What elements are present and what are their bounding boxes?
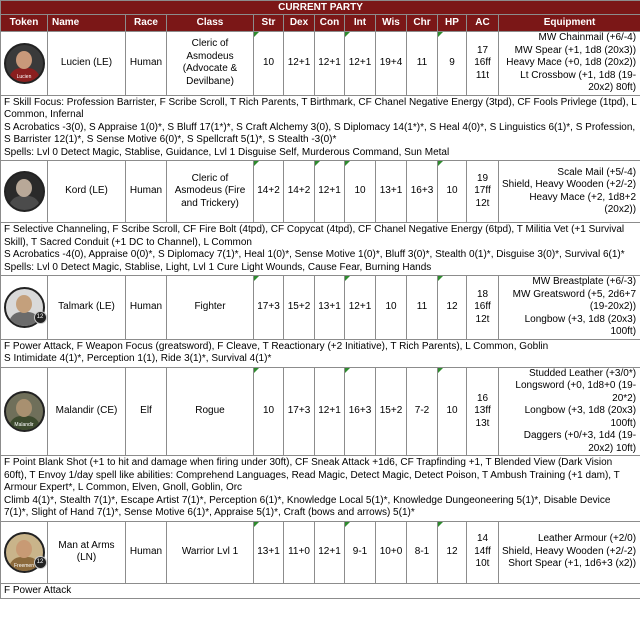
token-cell — [1, 521, 48, 583]
ac-value: 13t — [475, 417, 490, 429]
note-line: S Intimidate 4(1)*, Perception 1(1), Ride 3(1)*, Survival 4(1)* — [4, 353, 272, 364]
stat-chr: 7-2 — [407, 367, 438, 456]
note-line: F Power Attack, F Weapon Focus (greatsword), F Cleave, T Reactionary (+2 Initiative), T Rich Parents), L Common, Goblin — [4, 340, 549, 352]
stat-wis: 19+4 — [376, 32, 407, 96]
stat-con: 12+1 — [315, 521, 345, 583]
equipment-cell — [499, 161, 640, 223]
ac-value: 18 — [476, 288, 489, 300]
note-line: Climb 4(1)*, Stealth 7(1)*, Escape Artist 7(1)*, Perception 6(1)*, Knowledge Local 5(1)*, Knowledge Dungeoneering 5(1)*, Disable Device 7(1)*, Slight of Hand 7(1)*, Sense Motive 6(1)*, Appraise 5(1)*, Craft (bows and arrows) 5(1)* — [4, 494, 611, 518]
equipment-item: Studded Leather (+3/0*) — [529, 367, 637, 379]
column-header: Token — [1, 15, 48, 32]
character-row — [1, 276, 640, 340]
character-row — [1, 161, 640, 223]
column-header: Name — [48, 15, 126, 32]
note-line: S Acrobatics -4(0), Appraise 0(0)*, S Diplomacy 7(1)*, Heal 1(0)*, Sense Motive 1(0)*, Bluff 3(0)*, Stealth 0(1)*, Disguise 3(0)*, Survival 6(1)* — [4, 249, 625, 260]
equipment-item: Heavy Mace (+2, 1d8+2 (20x2)) — [529, 191, 637, 215]
stat-int: 12+1 — [345, 276, 376, 340]
equipment-item: Shield, Heavy Wooden (+2/-2) — [501, 545, 637, 557]
character-token-portrait — [4, 43, 45, 84]
party-body — [1, 32, 640, 599]
equipment-cell — [499, 32, 640, 96]
stat-chr: 11 — [407, 276, 438, 340]
ac-value: 10t — [475, 558, 490, 570]
equipment-item: Scale Mail (+5/-4) — [557, 166, 637, 178]
stat-chr: 8-1 — [407, 521, 438, 583]
column-header: HP — [438, 15, 467, 32]
column-header: Int — [345, 15, 376, 32]
character-class: Warrior Lvl 1 — [167, 521, 254, 583]
token-level-badge: 12 — [34, 556, 47, 569]
token-label: Freemen — [13, 562, 34, 569]
character-notes-row — [1, 223, 640, 276]
ac-value: 19 — [476, 172, 489, 184]
stat-hp: 12 — [438, 276, 467, 340]
stat-hp: 10 — [438, 367, 467, 456]
character-race: Human — [126, 32, 167, 96]
character-name: Lucien (LE) — [48, 32, 126, 96]
stat-dex: 14+2 — [284, 161, 315, 223]
equipment-item: Longbow (+3, 1d8 (20x3) 100ft) — [524, 405, 637, 429]
character-class: Cleric of Asmodeus (Advocate & Devilbane) — [167, 32, 254, 96]
stat-str: 17+3 — [254, 276, 284, 340]
equipment-item: Longsword (+0, 1d8+0 (19-20*2) — [515, 380, 637, 404]
equipment-cell — [499, 521, 640, 583]
character-notes — [1, 456, 640, 522]
character-class: Fighter — [167, 276, 254, 340]
equipment-item: Leather Armour (+2/0) — [537, 533, 637, 545]
token-level-badge: 12 — [34, 311, 47, 324]
column-header: Equipment — [499, 15, 640, 32]
stat-chr: 16+3 — [407, 161, 438, 223]
equipment-item: Daggers (+0/+3, 1d4 (19-20x2) 10ft) — [523, 430, 637, 454]
character-name: Malandir (CE) — [48, 367, 126, 456]
note-line: S Acrobatics -3(0), S Appraise 1(0)*, S Bluff 17(1*)*, S Craft Alchemy 3(0), S Diplomacy 14(1*)*, S Heal 4(0)*, S Linguistics 6(1)*, S Profession, S Barrister 12(1)*, S Sense Motive 6(0)*, S Spellcraft 5(1)*, S Stealth -3(0)* — [4, 121, 636, 145]
character-notes — [1, 339, 640, 367]
note-line: Spells: Lvl 0 Detect Magic, Stablise, Guidance, Lvl 1 Disguise Self, Murderous Command, Sun Metal — [4, 146, 450, 158]
stat-dex: 15+2 — [284, 276, 315, 340]
stat-wis: 10+0 — [376, 521, 407, 583]
ac-value: 16 — [476, 392, 489, 404]
column-header: Chr — [407, 15, 438, 32]
stat-int: 9-1 — [345, 521, 376, 583]
character-class: Cleric of Asmodeus (Fire and Trickery) — [167, 161, 254, 223]
stat-ac — [467, 367, 499, 456]
equipment-item: Longbow (+3, 1d8 (20x3) 100ft) — [524, 313, 637, 337]
equipment-item: MW Greatsword (+5, 2d6+7 (19-20x2)) — [512, 288, 637, 312]
character-race: Elf — [126, 367, 167, 456]
stat-str: 14+2 — [254, 161, 284, 223]
ac-value: 13ff — [474, 405, 491, 416]
equipment-item: Shield, Heavy Wooden (+2/-2) — [501, 179, 637, 190]
character-token-portrait — [4, 171, 45, 212]
character-row — [1, 521, 640, 583]
token-label: Malandir — [14, 421, 34, 428]
equipment-item: Lt Crossbow (+1, 1d8 (19-20x2) 80ft) — [520, 69, 637, 93]
column-header: Con — [315, 15, 345, 32]
character-name: Man at Arms (LN) — [48, 521, 126, 583]
column-header: Race — [126, 15, 167, 32]
stat-int: 16+3 — [345, 367, 376, 456]
equipment-item: Short Spear (+1, 1d6+3 (x2)) — [508, 558, 637, 570]
character-race: Human — [126, 276, 167, 340]
stat-int: 10 — [345, 161, 376, 223]
stat-con: 13+1 — [315, 276, 345, 340]
character-notes — [1, 95, 640, 161]
equipment-item: MW Chainmail (+6/-4) — [538, 32, 637, 43]
note-line: F Selective Channeling, F Scribe Scroll, CF Fire Bolt (4tpd), CF Copycat (4tpd), CF Chanel Negative Energy (6tpd), T Militia Vet (+1 Survival Skill), T Sacred Conduit (+1 DC to Channel), L Common — [4, 224, 625, 248]
table-title: CURRENT PARTY — [1, 1, 640, 15]
stat-ac — [467, 32, 499, 96]
stat-wis: 10 — [376, 276, 407, 340]
ac-value: 16ff — [474, 57, 491, 68]
character-name: Talmark (LE) — [48, 276, 126, 340]
character-notes-row — [1, 339, 640, 367]
stat-ac — [467, 276, 499, 340]
stat-wis: 15+2 — [376, 367, 407, 456]
equipment-item: MW Spear (+1, 1d8 (20x3)) — [514, 44, 637, 56]
column-header: Str — [254, 15, 284, 32]
note-line: F Point Blank Shot (+1 to hit and damage when firing under 30ft), CF Sneak Attack +1d6, CF Trapfinding +1, T Blended View (Dark Vision 60ft), T Envoy 1/day spell like abilities: Comprehend Languages, Read Magic, Detect Magic, Detect Poison, T Ambush Training (+1 dam), T Armour Expert*, L Common, Elven, Gnoll, Goblin, Orc — [4, 457, 620, 493]
stat-dex: 11+0 — [284, 521, 315, 583]
stat-ac — [467, 521, 499, 583]
stat-int: 12+1 — [345, 32, 376, 96]
ac-value: 12t — [475, 313, 490, 325]
character-class: Rogue — [167, 367, 254, 456]
character-name: Kord (LE) — [48, 161, 126, 223]
stat-wis: 13+1 — [376, 161, 407, 223]
token-label: Lucien — [16, 73, 32, 80]
token-cell — [1, 32, 48, 96]
note-line: F Power Attack — [4, 584, 72, 596]
token-cell — [1, 276, 48, 340]
column-header: Wis — [376, 15, 407, 32]
ac-value: 17ff — [474, 185, 491, 197]
character-race: Human — [126, 161, 167, 223]
equipment-item: MW Breastplate (+6/-3) — [532, 276, 637, 287]
note-line: F Skill Focus: Profession Barrister, F Scribe Scroll, T Rich Parents, T Birthmark, CF Chanel Negative Energy (3tpd), CF Fools Privlege (1tpd), L Common, Infernal — [4, 96, 637, 120]
stat-str: 10 — [254, 367, 284, 456]
ac-value: 17 — [476, 44, 489, 56]
note-line: Spells: Lvl 0 Detect Magic, Stablise, Light, Lvl 1 Cure Light Wounds, Cause Fear, Burning Hands — [4, 261, 432, 273]
column-header: Class — [167, 15, 254, 32]
header-row — [1, 15, 640, 32]
token-cell — [1, 161, 48, 223]
ac-value: 14ff — [474, 545, 491, 557]
column-header: AC — [467, 15, 499, 32]
stat-str: 13+1 — [254, 521, 284, 583]
column-header: Dex — [284, 15, 315, 32]
stat-dex: 17+3 — [284, 367, 315, 456]
ac-value: 16ff — [474, 301, 491, 312]
stat-hp: 10 — [438, 161, 467, 223]
stat-con: 12+1 — [315, 367, 345, 456]
equipment-item: Heavy Mace (+0, 1d8 (20x2)) — [506, 57, 637, 68]
stat-ac — [467, 161, 499, 223]
token-cell — [1, 367, 48, 456]
stat-dex: 12+1 — [284, 32, 315, 96]
stat-hp: 12 — [438, 521, 467, 583]
character-notes — [1, 583, 640, 599]
equipment-cell — [499, 276, 640, 340]
character-notes-row — [1, 456, 640, 522]
equipment-cell — [499, 367, 640, 456]
character-token-portrait — [4, 391, 45, 432]
stat-chr: 11 — [407, 32, 438, 96]
ac-value: 11t — [475, 69, 490, 81]
stat-con: 12+1 — [315, 161, 345, 223]
character-row — [1, 367, 640, 456]
character-notes-row — [1, 583, 640, 599]
character-notes — [1, 223, 640, 276]
stat-con: 12+1 — [315, 32, 345, 96]
ac-value: 12t — [475, 197, 490, 209]
character-row — [1, 32, 640, 96]
stat-str: 10 — [254, 32, 284, 96]
stat-hp: 9 — [438, 32, 467, 96]
character-notes-row — [1, 95, 640, 161]
ac-value: 14 — [476, 533, 489, 545]
character-race: Human — [126, 521, 167, 583]
